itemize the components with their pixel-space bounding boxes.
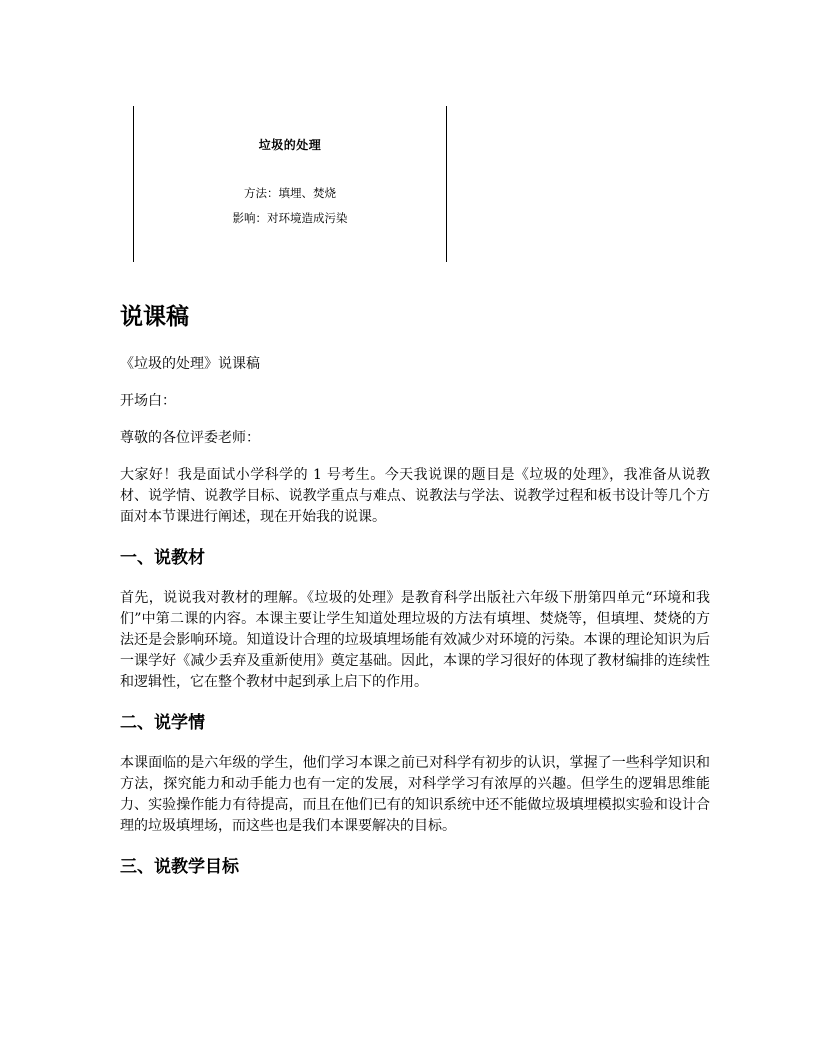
board-title: 垃圾的处理 [258,138,322,152]
section-heading-objectives: 三、说教学目标 [120,857,239,877]
board-method-line: 方法：填埋、焚烧 [244,186,336,200]
section-body-textbook: 首先，说说我对教材的理解。《垃圾的处理》是教育科学出版社六年级下册第四单元“环境和我们”中第二课的内容。本课主要让学生知道处理垃圾的方法有填埋、焚烧等，但填埋、焚烧的方法还是会影响环境。知道设计合理的垃圾填埋场能有效减少对环境的污染。本课的理论知识为后一课学好《减少丢弃及重新使用》奠定基础。因此，本课的学习很好的体现了教材编排的连续性和逻辑性，它在整个教材中起到承上启下的作用。 [120,590,710,690]
section-heading-students: 二、说学情 [120,713,205,733]
section-body-students: 本课面临的是六年级的学生，他们学习本课之前已对科学有初步的认识，掌握了一些科学知识和方法，探究能力和动手能力也有一定的发展，对科学学习有浓厚的兴趣。但学生的逻辑思维能力、实验操作能力有待提高，而且在他们已有的知识系统中还不能做垃圾填埋模拟实验和设计合理的垃圾填埋场，而这些也是我们本课要解决的目标。 [120,755,710,834]
board-impact-line: 影响：对环境造成污染 [232,211,348,225]
document-subtitle: 《垃圾的处理》说课稿 [120,356,260,372]
intro-paragraph: 大家好！我是面试小学科学的 1 号考生。今天我说课的题目是《垃圾的处理》，我准备从说教材、说学情、说教学目标、说教学重点与难点、说教法与学法、说教学过程和板书设计等几个方面对本节课进行阐述，现在开始我的说课。 [120,467,710,525]
document-title: 说课稿 [120,304,189,330]
blackboard-design-figure [133,106,447,262]
section-heading-textbook: 一、说教材 [120,548,205,568]
document-body [120,300,710,879]
greeting: 尊敬的各位评委老师： [120,430,260,446]
opening-label: 开场白： [120,393,176,409]
